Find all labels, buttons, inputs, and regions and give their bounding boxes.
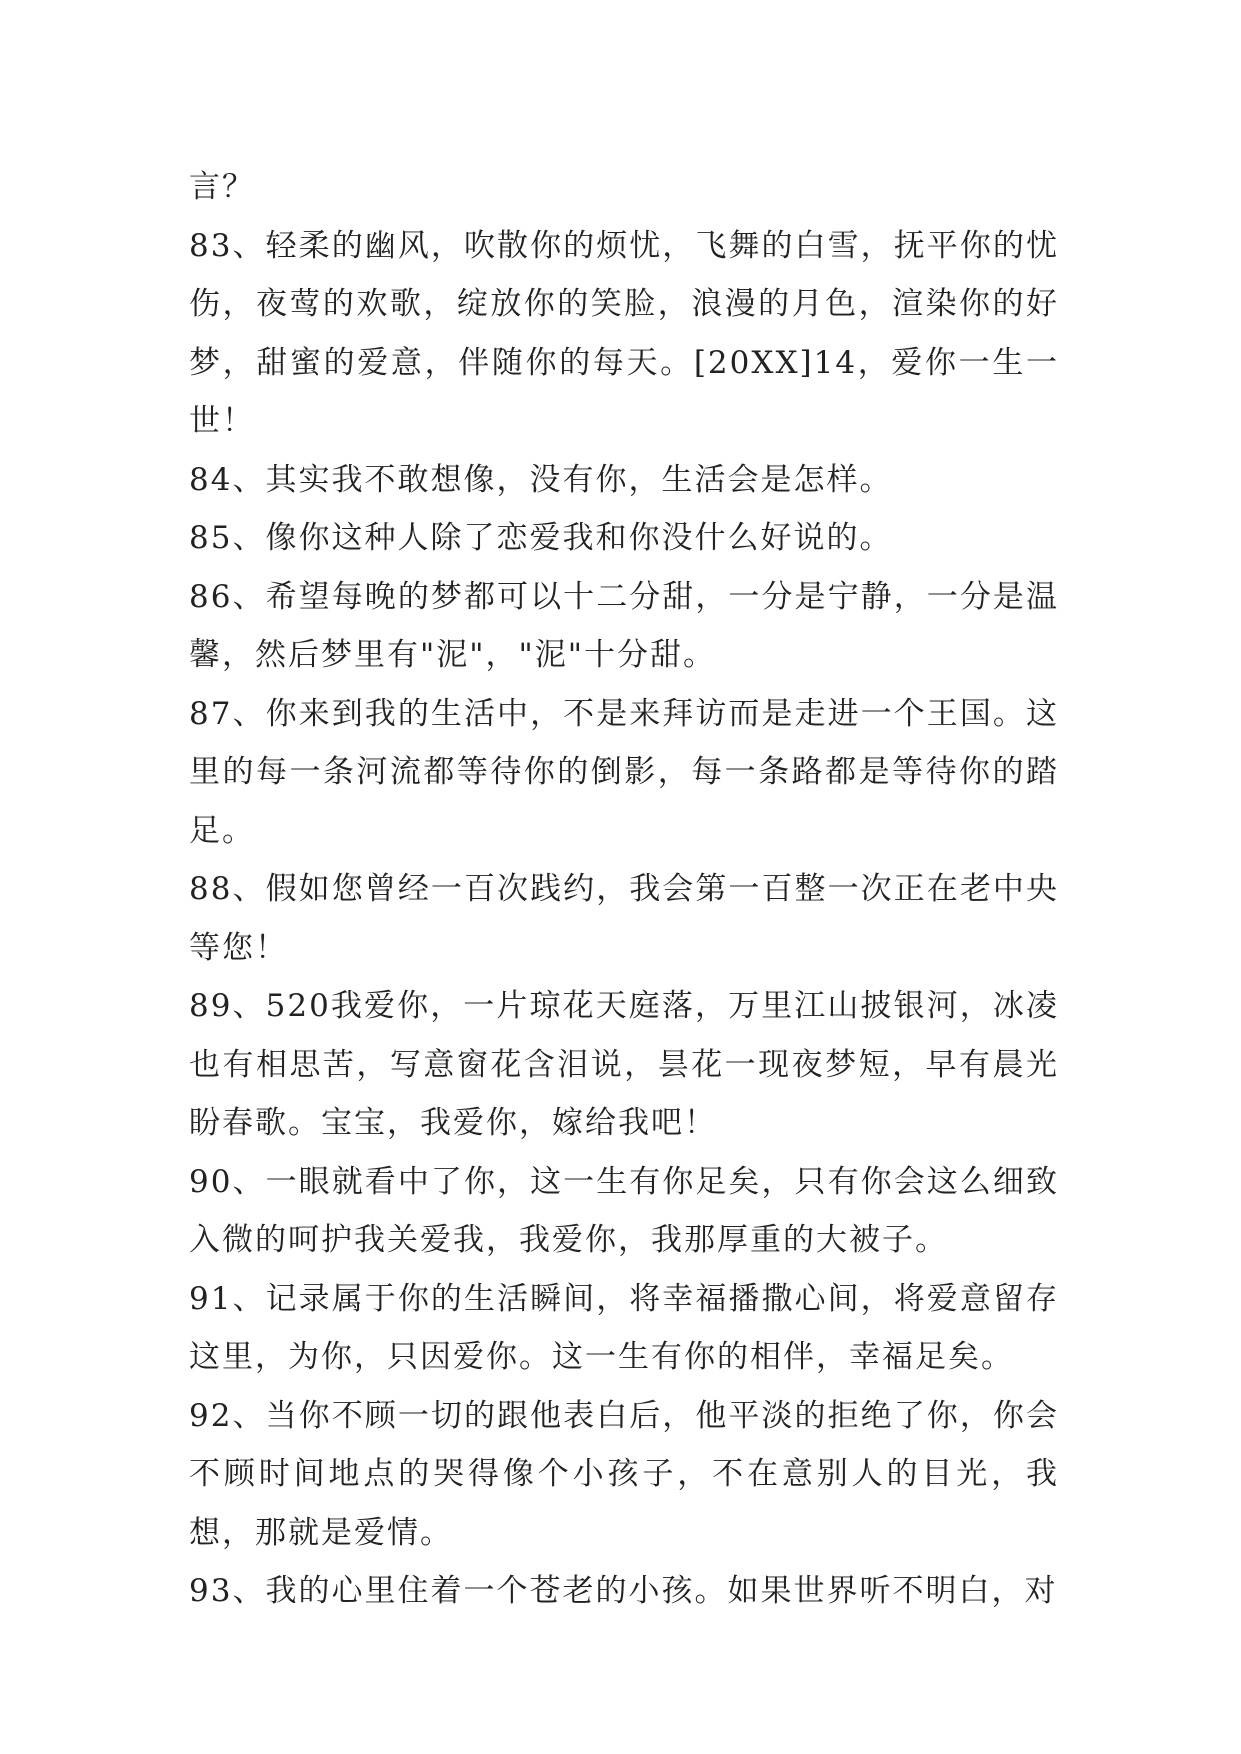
- paragraph-86: 86、希望每晚的梦都可以十二分甜，一分是宁静，一分是温馨，然后梦里有"泥"，"泥"十分甜。: [189, 578, 1059, 673]
- paragraph-93: 93、我的心里住着一个苍老的小孩。如果世界听不明白，对: [189, 1573, 1058, 1609]
- paragraph-continuation: 言？: [189, 169, 255, 205]
- paragraph-84: 84、其实我不敢想像，没有你，生活会是怎样。: [189, 461, 893, 498]
- paragraph-87: 87、你来到我的生活中，不是来拜访而是走进一个王国。这里的每一条河流都等待你的倒影，每一条路都是等待你的踏足。: [189, 695, 1059, 849]
- paragraph-90: 90、一眼就看中了你，这一生有你足矣，只有你会这么细致入微的呵护我关爱我，我爱你，我那厚重的大被子。: [189, 1163, 1059, 1258]
- paragraph-91: 91、记录属于你的生活瞬间，将幸福播撒心间，将爱意留存这里，为你，只因爱你。这一生有你的相伴，幸福足矣。: [189, 1280, 1059, 1375]
- paragraph-85: 85、像你这种人除了恋爱我和你没什么好说的。: [189, 520, 893, 556]
- paragraph-92: 92、当你不顾一切的跟他表白后，他平淡的拒绝了你，你会不顾时间地点的哭得像个小孩子，不在意别人的目光，我想，那就是爱情。: [189, 1397, 1059, 1551]
- paragraph-83: 83、轻柔的幽风，吹散你的烦忧，飞舞的白雪，抚平你的忧伤，夜莺的欢歌，绽放你的笑脸，浪漫的月色，渲染你的好梦，甜蜜的爱意，伴随你的每天。[20XX]14，爱你一生一世！: [189, 227, 1059, 439]
- document-body: [189, 158, 1059, 1621]
- paragraph-88: 88、假如您曾经一百次践约，我会第一百整一次正在老中央等您！: [189, 871, 1059, 966]
- paragraph-89: 89、520我爱你，一片琼花天庭落，万里江山披银河，冰凌也有相思苦，写意窗花含泪说，昙花一现夜梦短，早有晨光盼春歌。宝宝，我爱你，嫁给我吧！: [189, 988, 1059, 1141]
